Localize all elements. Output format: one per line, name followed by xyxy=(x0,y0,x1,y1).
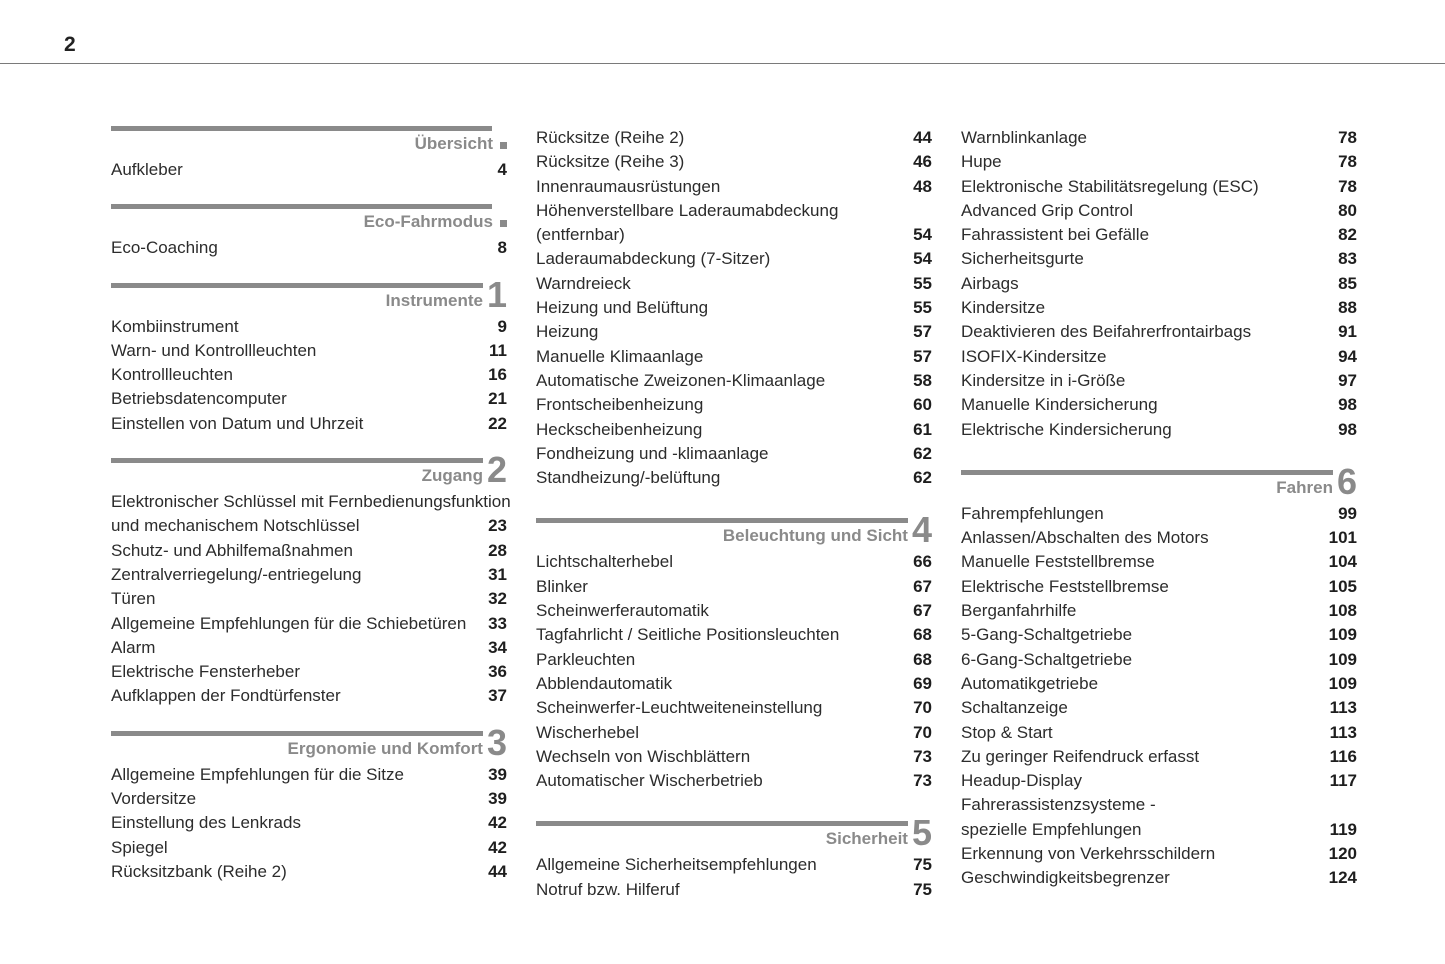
toc-entry-label: Schaltanzeige xyxy=(961,698,1068,718)
toc-entry-label: Warn- und Kontrollleuchten xyxy=(111,340,317,360)
toc-entry-page: 60 xyxy=(913,395,932,415)
toc-entry-label: Türen xyxy=(111,589,156,609)
section-header xyxy=(111,204,507,232)
toc-entry-label: Hupe xyxy=(961,152,1002,172)
toc-entry-page: 116 xyxy=(1329,746,1357,766)
chapter-number: 4 xyxy=(911,509,932,551)
page-number: 2 xyxy=(64,33,76,56)
toc-entry-page: 22 xyxy=(488,413,507,433)
toc-entry-page: 58 xyxy=(913,370,932,390)
toc-entry[interactable] xyxy=(111,660,507,684)
toc-column-2 xyxy=(536,126,932,902)
toc-entry-page: 113 xyxy=(1329,722,1357,742)
toc-entry-label: Innenraumausrüstungen xyxy=(536,176,721,196)
toc-entry-page: 48 xyxy=(913,176,932,196)
toc-entry[interactable] xyxy=(961,150,1357,174)
chapter-number: 6 xyxy=(1336,460,1357,502)
toc-entry-label: Heckscheibenheizung xyxy=(536,419,703,439)
toc-entry-page: 70 xyxy=(913,722,932,742)
toc-entry-page: 78 xyxy=(1338,152,1357,172)
toc-entry-label: Stop & Start xyxy=(961,722,1053,742)
toc-entry[interactable] xyxy=(536,672,932,696)
toc-entry-label: Parkleuchten xyxy=(536,649,636,669)
toc-entry-page: 62 xyxy=(913,468,932,488)
toc-entry[interactable] xyxy=(536,175,932,199)
toc-entry-page: 94 xyxy=(1338,346,1357,366)
toc-entry[interactable] xyxy=(961,223,1357,247)
toc-entry[interactable] xyxy=(961,272,1357,296)
toc-entry[interactable] xyxy=(111,315,507,339)
toc-entry[interactable] xyxy=(536,769,932,793)
toc-entry[interactable] xyxy=(536,466,932,490)
toc-entry-page: 67 xyxy=(913,601,932,621)
toc-entry[interactable] xyxy=(536,550,932,574)
section-header xyxy=(111,126,507,154)
section-header xyxy=(111,721,507,763)
toc-entry-page: 75 xyxy=(913,855,932,875)
toc-entry-label: Elektrische Fensterheber xyxy=(111,662,300,682)
toc-entry-page: 61 xyxy=(913,419,932,439)
toc-entry[interactable] xyxy=(536,320,932,344)
toc-entry-page: 11 xyxy=(489,340,507,360)
toc-entry-page: 21 xyxy=(488,389,507,409)
toc-entry-label: Tagfahrlicht / Seitliche Positionsleuchten xyxy=(536,625,840,645)
toc-entry-label: Manuelle Klimaanlage xyxy=(536,346,704,366)
toc-entry[interactable] xyxy=(111,836,507,860)
section-title: Eco-Fahrmodus xyxy=(363,212,493,232)
toc-entry-page: 39 xyxy=(488,764,507,784)
section-square-icon xyxy=(500,220,507,227)
toc-entry-label: Lichtschalterhebel xyxy=(536,552,674,572)
toc-entry-label: Aufkleber xyxy=(111,160,183,179)
toc-entry[interactable] xyxy=(961,126,1357,150)
toc-entry-label: Sicherheitsgurte xyxy=(961,249,1084,269)
section-header xyxy=(536,509,932,551)
toc-entry-label: Heizung und Belüftung xyxy=(536,298,709,318)
toc-entry-page: 98 xyxy=(1338,419,1357,439)
toc-entry-page: 68 xyxy=(913,649,932,669)
toc-entry-page: 117 xyxy=(1329,771,1357,791)
section-rule xyxy=(111,204,492,209)
toc-entry[interactable] xyxy=(536,623,932,647)
toc-entry-label: ISOFIX-Kindersitze xyxy=(961,346,1107,366)
section-title: Sicherheit xyxy=(825,829,908,849)
toc-entry-page: 34 xyxy=(488,637,507,657)
toc-entry[interactable] xyxy=(111,539,507,563)
section-title: Zugang xyxy=(421,466,483,486)
toc-entry[interactable] xyxy=(111,787,507,811)
toc-entry-label: Fondheizung und -klimaanlage xyxy=(536,443,769,463)
toc-entry[interactable] xyxy=(536,345,932,369)
toc-entry-page: 99 xyxy=(1338,503,1357,523)
toc-entry-page: 54 xyxy=(913,225,932,245)
toc-entry-label: Allgemeine Empfehlungen für die Sitze xyxy=(111,764,404,784)
toc-entry[interactable] xyxy=(961,320,1357,344)
toc-entry[interactable] xyxy=(536,853,932,877)
toc-entry[interactable] xyxy=(961,345,1357,369)
section-square-icon xyxy=(500,142,507,149)
toc-entry-label: Kindersitze xyxy=(961,298,1046,318)
toc-entry-label: Spiegel xyxy=(111,837,168,857)
toc-entry-label: Allgemeine Sicherheitsempfehlungen xyxy=(536,855,817,875)
toc-entry-label: Abblendautomatik xyxy=(536,673,673,693)
toc-entry-page: 78 xyxy=(1338,176,1357,196)
toc-entry-label: Vordersitze xyxy=(111,789,197,809)
toc-entry-label: Zentralverriegelung/-entriegelung xyxy=(111,564,362,584)
toc-entry-label: Berganfahrhilfe xyxy=(961,601,1077,621)
toc-entry-label: Elektrische Kindersicherung xyxy=(961,419,1172,439)
toc-entry-label: spezielle Empfehlungen xyxy=(961,819,1142,839)
chapter-number: 1 xyxy=(486,273,507,315)
toc-entry[interactable] xyxy=(961,502,1357,526)
toc-entry[interactable] xyxy=(961,842,1357,866)
toc-entry-label: Scheinwerfer-Leuchtweiteneinstellung xyxy=(536,698,823,718)
toc-entry-page: 80 xyxy=(1338,200,1357,220)
toc-entry-page: 88 xyxy=(1338,298,1357,318)
toc-entry-label: Airbags xyxy=(961,273,1019,293)
toc-entry[interactable] xyxy=(961,769,1357,793)
toc-entry[interactable] xyxy=(536,126,932,150)
toc-entry-label: Wechseln von Wischblättern xyxy=(536,746,751,766)
toc-entry[interactable] xyxy=(536,272,932,296)
toc-entry-page: 37 xyxy=(488,686,507,706)
toc-entry[interactable] xyxy=(961,866,1357,890)
toc-entry[interactable] xyxy=(961,199,1357,223)
toc-entry[interactable] xyxy=(961,526,1357,550)
section-header xyxy=(961,460,1357,502)
toc-entry[interactable] xyxy=(961,721,1357,745)
toc-entry-page: 32 xyxy=(488,589,507,609)
toc-entry-label: Advanced Grip Control xyxy=(961,200,1133,220)
toc-entry[interactable] xyxy=(961,369,1357,393)
toc-entry[interactable] xyxy=(111,339,507,363)
toc-entry-page: 101 xyxy=(1328,528,1357,548)
toc-entry[interactable] xyxy=(111,684,507,708)
toc-entry[interactable] xyxy=(536,418,932,442)
chapter-number: 2 xyxy=(486,449,507,491)
toc-entry[interactable] xyxy=(961,696,1357,720)
toc-entry-page: 55 xyxy=(913,298,932,318)
toc-entry-label: Elektrische Feststellbremse xyxy=(961,576,1169,596)
toc-entry[interactable] xyxy=(536,648,932,672)
toc-entry[interactable] xyxy=(961,672,1357,696)
toc-entry-label: Einstellen von Datum und Uhrzeit xyxy=(111,413,364,433)
toc-entry[interactable] xyxy=(961,418,1357,442)
toc-entry-label: Warnblinkanlage xyxy=(961,128,1087,147)
toc-entry[interactable] xyxy=(111,636,507,660)
toc-entry[interactable] xyxy=(961,648,1357,672)
toc-entry-page: 97 xyxy=(1338,370,1357,390)
toc-entry-page: 16 xyxy=(488,365,507,385)
toc-entry-label: Manuelle Kindersicherung xyxy=(961,395,1158,415)
toc-entry-page: 57 xyxy=(913,346,932,366)
section-title: Übersicht xyxy=(414,134,493,153)
toc-entry[interactable] xyxy=(961,599,1357,623)
toc-entry[interactable] xyxy=(536,599,932,623)
toc-entry-label: Anlassen/Abschalten des Motors xyxy=(961,528,1209,548)
toc-entry-page: 98 xyxy=(1338,395,1357,415)
toc-entry-page: 4 xyxy=(497,160,507,179)
toc-entry-page: 85 xyxy=(1338,273,1357,293)
toc-entry-page: 91 xyxy=(1338,322,1357,342)
toc-entry-label: Rücksitze (Reihe 2) xyxy=(536,128,685,147)
toc-entry-page: 73 xyxy=(913,746,932,766)
toc-entry-label: Fahrassistent bei Gefälle xyxy=(961,225,1150,245)
section-title: Beleuchtung und Sicht xyxy=(722,526,908,546)
toc-entry[interactable] xyxy=(536,296,932,320)
toc-entry-page: 113 xyxy=(1329,698,1357,718)
toc-entry-label: und mechanischem Notschlüssel xyxy=(111,516,360,536)
toc-entry-page: 109 xyxy=(1328,649,1357,669)
toc-entry-page: 105 xyxy=(1328,576,1357,596)
toc-entry-page: 109 xyxy=(1328,625,1357,645)
toc-entry[interactable] xyxy=(111,860,507,884)
toc-entry-page: 75 xyxy=(913,879,932,899)
toc-entry-label: 6-Gang-Schaltgetriebe xyxy=(961,649,1133,669)
toc-entry-label-line1: Fahrerassistenzsysteme - xyxy=(961,795,1156,815)
toc-entry-multiline[interactable] xyxy=(536,199,932,248)
toc-entry-page: 44 xyxy=(913,128,932,147)
toc-entry-label: Frontscheibenheizung xyxy=(536,395,704,415)
toc-entry[interactable] xyxy=(111,612,507,636)
toc-entry-multiline[interactable] xyxy=(111,490,511,539)
toc-entry[interactable] xyxy=(111,763,507,787)
toc-entry[interactable] xyxy=(111,563,507,587)
toc-entry-page: 69 xyxy=(913,673,932,693)
toc-entry-label: Heizung xyxy=(536,322,599,342)
toc-entry-label: Rücksitzbank (Reihe 2) xyxy=(111,861,287,881)
chapter-number: 5 xyxy=(911,812,932,854)
toc-entry-label: Wischerhebel xyxy=(536,722,639,742)
toc-entry-page: 39 xyxy=(488,789,507,809)
toc-entry-page: 42 xyxy=(488,813,507,833)
toc-entry-page: 23 xyxy=(488,516,507,536)
toc-entry[interactable] xyxy=(536,442,932,466)
toc-entry-label: 5-Gang-Schaltgetriebe xyxy=(961,625,1133,645)
toc-entry-label: Erkennung von Verkehrsschildern xyxy=(961,844,1216,864)
toc-entry-page: 73 xyxy=(913,771,932,791)
toc-entry[interactable] xyxy=(961,175,1357,199)
toc-entry-page: 62 xyxy=(913,443,932,463)
section-title: Fahren xyxy=(1276,477,1333,497)
toc-entry[interactable] xyxy=(111,158,507,182)
toc-entry-page: 124 xyxy=(1328,868,1357,888)
toc-entry[interactable] xyxy=(961,623,1357,647)
header-rule xyxy=(0,63,1445,64)
toc-entry-label: Aufklappen der Fondtürfenster xyxy=(111,686,341,706)
toc-entry-page: 104 xyxy=(1328,552,1357,572)
toc-entry-page: 8 xyxy=(497,238,507,258)
section-header xyxy=(111,273,507,315)
toc-entry-page: 109 xyxy=(1328,673,1357,693)
toc-entry-page: 42 xyxy=(488,837,507,857)
toc-entry-label: Allgemeine Empfehlungen für die Schiebetüren xyxy=(111,613,467,633)
toc-entry[interactable] xyxy=(961,745,1357,769)
toc-entry[interactable] xyxy=(111,363,507,387)
toc-entry[interactable] xyxy=(961,296,1357,320)
toc-entry-label: Deaktivieren des Beifahrerfrontairbags xyxy=(961,322,1252,342)
toc-entry-page: 28 xyxy=(488,540,507,560)
toc-entry-label: Blinker xyxy=(536,576,588,596)
toc-entry-label: Standheizung/-belüftung xyxy=(536,468,721,488)
toc-entry[interactable] xyxy=(961,575,1357,599)
toc-entry-page: 68 xyxy=(913,625,932,645)
toc-entry[interactable] xyxy=(961,550,1357,574)
toc-entry[interactable] xyxy=(536,696,932,720)
toc-entry-label: Automatikgetriebe xyxy=(961,673,1099,693)
toc-entry-label: Scheinwerferautomatik xyxy=(536,601,709,621)
toc-entry-page: 33 xyxy=(488,613,507,633)
toc-entry-label: (entfernbar) xyxy=(536,225,625,245)
toc-entry-label: Einstellung des Lenkrads xyxy=(111,813,301,833)
toc-entry[interactable] xyxy=(536,369,932,393)
toc-entry-label: Kontrollleuchten xyxy=(111,365,233,385)
toc-entry-label: Kindersitze in i-Größe xyxy=(961,370,1126,390)
toc-entry-page: 31 xyxy=(488,564,507,584)
toc-entry-page: 82 xyxy=(1338,225,1357,245)
toc-entry-page: 44 xyxy=(488,861,507,881)
toc-entry-label: Elektronische Stabilitätsregelung (ESC) xyxy=(961,176,1259,196)
toc-entry-label: Fahrempfehlungen xyxy=(961,503,1104,523)
toc-entry-label: Eco-Coaching xyxy=(111,238,218,258)
toc-entry[interactable] xyxy=(536,575,932,599)
toc-entry-page: 70 xyxy=(913,698,932,718)
toc-entry[interactable] xyxy=(961,393,1357,417)
toc-entry-label: Automatische Zweizonen-Klimaanlage xyxy=(536,370,826,390)
toc-entry-label: Laderaumabdeckung (7-Sitzer) xyxy=(536,249,771,269)
toc-entry[interactable] xyxy=(111,412,507,436)
toc-entry-label: Alarm xyxy=(111,637,156,657)
toc-entry-label: Betriebsdatencomputer xyxy=(111,389,287,409)
toc-entry-label: Schutz- und Abhilfemaßnahmen xyxy=(111,540,353,560)
toc-entry[interactable] xyxy=(111,811,507,835)
toc-entry-page: 119 xyxy=(1329,819,1357,839)
toc-entry-page: 83 xyxy=(1338,249,1357,269)
toc-entry-page: 46 xyxy=(913,152,932,172)
chapter-number: 3 xyxy=(486,721,507,763)
toc-entry-label: Warndreieck xyxy=(536,273,631,293)
toc-entry[interactable] xyxy=(536,721,932,745)
toc-entry-label-line1: Höhenverstellbare Laderaumabdeckung xyxy=(536,200,839,220)
section-title: Ergonomie und Komfort xyxy=(287,738,483,758)
toc-entry[interactable] xyxy=(111,387,507,411)
toc-entry[interactable] xyxy=(536,150,932,174)
toc-entry-multiline[interactable] xyxy=(961,793,1357,842)
toc-entry-label: Headup-Display xyxy=(961,771,1082,791)
toc-entry-label: Kombiinstrument xyxy=(111,316,239,336)
toc-entry[interactable] xyxy=(111,587,507,611)
toc-entry-label: Geschwindigkeitsbegrenzer xyxy=(961,868,1170,888)
toc-entry-page: 66 xyxy=(913,552,932,572)
toc-entry-page: 54 xyxy=(913,249,932,269)
toc-entry-label: Notruf bzw. Hilferuf xyxy=(536,879,680,899)
toc-entry-label: Automatischer Wischerbetrieb xyxy=(536,771,763,791)
toc-entry-label-line1: Elektronischer Schlüssel mit Fernbedienungsfunktion xyxy=(111,492,511,512)
toc-entry-page: 36 xyxy=(488,662,507,682)
toc-entry-page: 55 xyxy=(913,273,932,293)
toc-entry-page: 57 xyxy=(913,322,932,342)
toc-entry-page: 78 xyxy=(1338,128,1357,147)
section-title: Instrumente xyxy=(385,290,483,310)
toc-entry[interactable] xyxy=(536,393,932,417)
section-header xyxy=(111,449,507,491)
toc-entry-page: 120 xyxy=(1328,844,1357,864)
toc-column-3 xyxy=(961,126,1357,891)
toc-entry[interactable] xyxy=(111,236,507,260)
toc-entry[interactable] xyxy=(536,247,932,271)
section-rule xyxy=(111,126,492,131)
toc-entry-label: Zu geringer Reifendruck erfasst xyxy=(961,746,1200,766)
section-header xyxy=(536,812,932,854)
toc-entry-label: Manuelle Feststellbremse xyxy=(961,552,1155,572)
toc-entry-page: 9 xyxy=(497,316,507,336)
toc-entry[interactable] xyxy=(961,247,1357,271)
toc-entry-page: 67 xyxy=(913,576,932,596)
toc-entry[interactable] xyxy=(536,878,932,902)
toc-entry[interactable] xyxy=(536,745,932,769)
toc-entry-page: 108 xyxy=(1328,601,1357,621)
toc-entry-label: Rücksitze (Reihe 3) xyxy=(536,152,685,172)
toc-column-1 xyxy=(111,126,511,884)
